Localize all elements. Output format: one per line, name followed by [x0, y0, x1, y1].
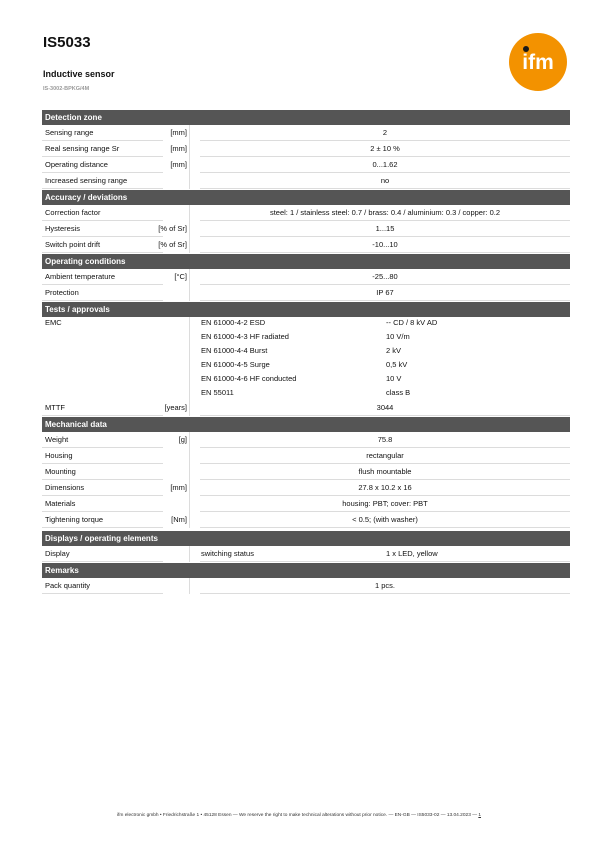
table-row — [42, 400, 570, 416]
table-row — [42, 546, 570, 562]
ifm-logo — [509, 33, 567, 91]
row-label: Hysteresis — [45, 224, 81, 233]
row-value: 3044 — [376, 403, 394, 412]
row-unit: [mm] — [170, 160, 187, 169]
section-header-remarks: Remarks — [42, 563, 570, 578]
table-row — [42, 221, 570, 237]
row-unit: [years] — [164, 403, 187, 412]
table-row — [42, 512, 570, 528]
product-type: Inductive sensor — [43, 69, 115, 79]
row-label: Tightening torque — [45, 515, 104, 524]
table-row — [42, 205, 570, 221]
row-label: Operating distance — [45, 160, 108, 169]
table-row — [42, 237, 570, 253]
row-label: Protection — [45, 288, 79, 297]
section-header-detection-zone: Detection zone — [42, 110, 570, 125]
row-value: 1...15 — [375, 224, 395, 233]
emc-standard: EN 61000-4-5 Surge — [201, 360, 270, 369]
emc-item — [201, 346, 571, 360]
table-row — [42, 285, 570, 301]
row-unit: [g] — [178, 435, 187, 444]
table-row — [42, 173, 570, 189]
row-label: Dimensions — [45, 483, 85, 492]
row-unit: [Nm] — [171, 515, 187, 524]
page-link[interactable]: 1 — [478, 813, 482, 818]
emc-item — [201, 332, 571, 346]
table-row — [42, 578, 570, 594]
row-value: -25...80 — [372, 272, 398, 281]
row-unit: [mm] — [170, 144, 187, 153]
emc-item — [201, 360, 571, 374]
row-label: Pack quantity — [45, 581, 91, 590]
row-label: Switch point drift — [45, 240, 101, 249]
row-value: housing: PBT; cover: PBT — [342, 499, 428, 508]
emc-item — [201, 374, 571, 388]
row-label: Sensing range — [45, 128, 94, 137]
table-row — [42, 432, 570, 448]
table-row — [42, 125, 570, 141]
emc-standard: EN 61000-4-4 Burst — [201, 346, 268, 355]
section-header-operating-conditions: Operating conditions — [42, 254, 570, 269]
row-label: Real sensing range Sr — [45, 144, 120, 153]
emc-item — [201, 318, 571, 332]
emc-value: 10 V — [386, 374, 402, 383]
row-value: IP 67 — [376, 288, 394, 297]
display-type: switching status — [201, 549, 254, 558]
svg-text:ifm: ifm — [522, 51, 554, 74]
emc-standard: EN 55011 — [201, 388, 234, 397]
row-label: Weight — [45, 435, 69, 444]
section-header-tests-approvals: Tests / approvals — [42, 302, 570, 317]
row-unit: [°C] — [174, 272, 187, 281]
section-header-displays: Displays / operating elements — [42, 531, 570, 546]
row-value: 0...1.62 — [372, 160, 398, 169]
row-unit: [% of Sr] — [158, 240, 187, 249]
row-label: Correction factor — [45, 208, 101, 217]
emc-value: 2 kV — [386, 346, 402, 355]
emc-standard: EN 61000-4-2 ESD — [201, 318, 266, 327]
table-row — [42, 480, 570, 496]
row-value: 2 ± 10 % — [370, 144, 400, 153]
emc-standard: EN 61000-4-6 HF conducted — [201, 374, 297, 383]
data-sheet-table — [42, 109, 570, 594]
row-unit: [mm] — [170, 483, 187, 492]
row-label: Display — [45, 549, 70, 558]
emc-value: class B — [386, 388, 411, 397]
row-label: MTTF — [45, 403, 65, 412]
row-value: no — [380, 176, 390, 185]
emc-block — [42, 317, 570, 400]
row-label: Materials — [45, 499, 76, 508]
emc-value: 10 V/m — [386, 332, 410, 341]
row-value: steel: 1 / stainless steel: 0.7 / brass: 0.4 / aluminium: 0.3 / copper: 0.2 — [269, 208, 501, 217]
section-header-mechanical-data: Mechanical data — [42, 417, 570, 432]
product-code: IS-3002-BPKG/4M — [43, 86, 90, 92]
row-value: flush mountable — [358, 467, 412, 476]
table-row — [42, 141, 570, 157]
row-unit: [% of Sr] — [158, 224, 187, 233]
emc-label: EMC — [45, 318, 62, 327]
row-value: 2 — [382, 128, 388, 137]
footer-text: ifm electronic gmbh • Friedrichstraße 1 • 45128 Essen — We reserve the right to make technical alterations without prior notice. — EN-GB — IS5033-02 — 13.04.2023 — — [116, 813, 477, 818]
emc-value: 0,5 kV — [386, 360, 408, 369]
table-row — [42, 464, 570, 480]
article-number: IS5033 — [43, 34, 91, 51]
page-footer — [0, 813, 598, 818]
emc-value: -- CD / 8 kV AD — [386, 318, 438, 327]
row-value: 27.8 x 10.2 x 16 — [358, 483, 412, 492]
row-value: < 0.5; (with washer) — [352, 515, 418, 524]
table-row — [42, 448, 570, 464]
row-unit: [mm] — [170, 128, 187, 137]
table-row — [42, 269, 570, 285]
row-value: rectangular — [366, 451, 404, 460]
row-label: Mounting — [45, 467, 76, 476]
row-value: -10...10 — [372, 240, 398, 249]
table-row — [42, 496, 570, 512]
section-header-accuracy: Accuracy / deviations — [42, 190, 570, 205]
row-value: 75.8 — [377, 435, 393, 444]
table-row — [42, 157, 570, 173]
row-label: Housing — [45, 451, 73, 460]
row-label: Increased sensing range — [45, 176, 128, 185]
display-value: 1 x LED, yellow — [386, 549, 438, 558]
emc-standard: EN 61000-4-3 HF radiated — [201, 332, 289, 341]
row-label: Ambient temperature — [45, 272, 116, 281]
row-value: 1 pcs. — [374, 581, 395, 590]
